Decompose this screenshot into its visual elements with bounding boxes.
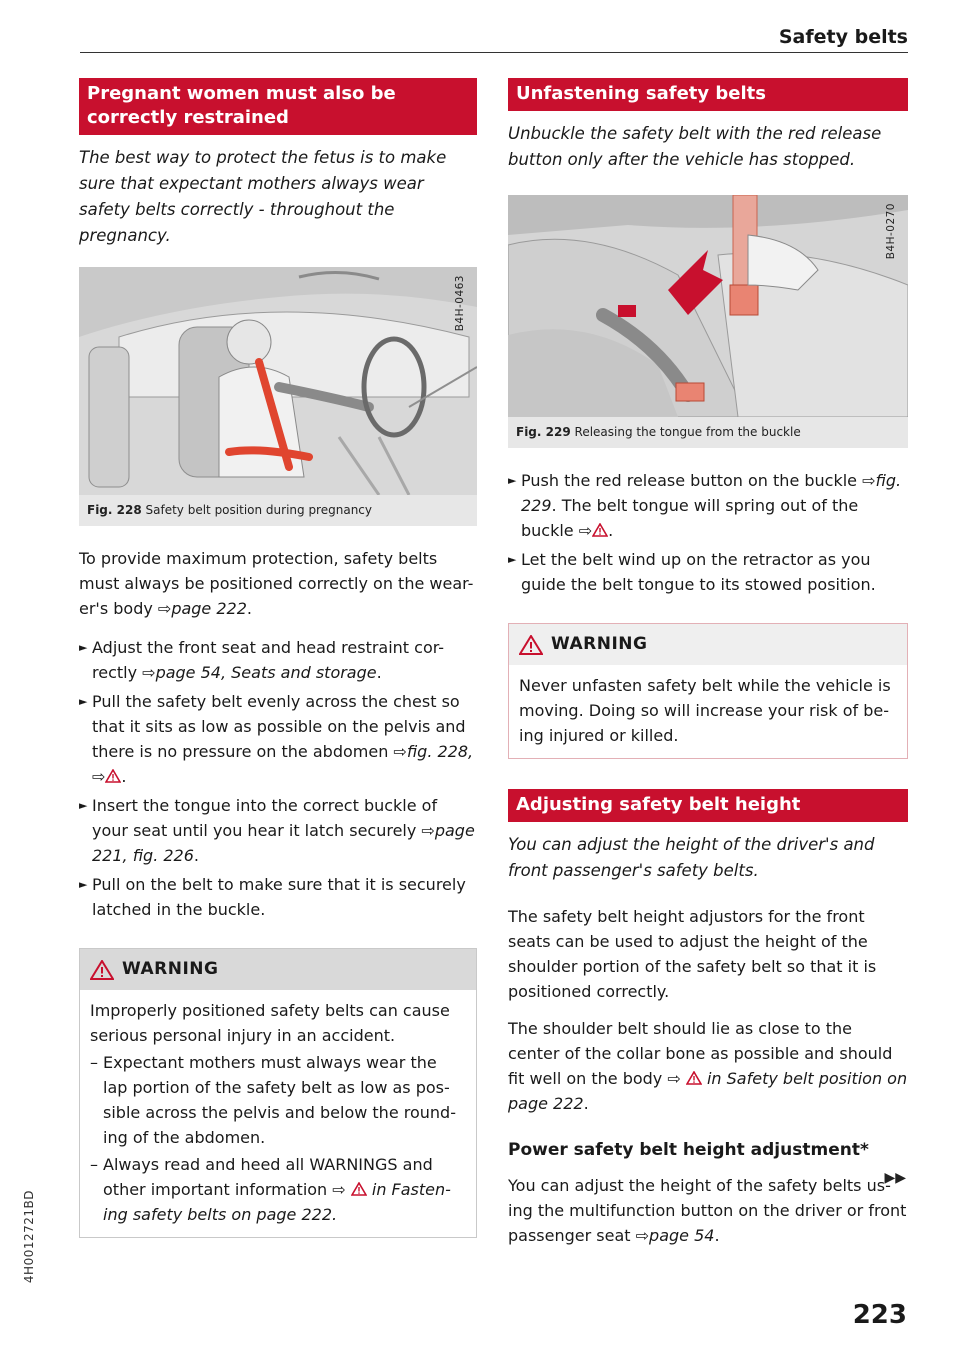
bullet-icon: ►	[79, 695, 88, 708]
right-arrow-icon: ⇨	[667, 1069, 681, 1088]
right-arrow-icon: ⇨	[578, 521, 593, 540]
right-column	[508, 78, 908, 1248]
warning-body	[509, 665, 907, 758]
dash-icon: –	[90, 1155, 98, 1174]
bullet-icon: ►	[79, 799, 88, 812]
page-number: 223	[852, 1300, 907, 1330]
list-item	[90, 1152, 466, 1227]
right-arrow-icon: ⇨	[142, 663, 156, 682]
warning-box-right	[508, 623, 908, 759]
warning-item-text: Expectant mothers must always wear the lap portion of the safety belt as low as pos-sible across the pelvis and below the round-ing of the abdomen.	[103, 1053, 456, 1147]
right-arrow-icon: ⇨	[862, 471, 876, 490]
dash-icon: –	[90, 1053, 98, 1072]
figure-229-label: Fig. 229	[516, 425, 571, 439]
warning-triangle-icon	[592, 523, 608, 537]
bullet-icon: ►	[79, 641, 88, 654]
warning-triangle-icon	[519, 635, 543, 655]
warning-triangle-icon	[686, 1071, 702, 1085]
list-item	[79, 872, 477, 922]
adjust-paragraph-3-ref[interactable]: page 54	[649, 1226, 715, 1245]
figure-229-caption-text: Releasing the tongue from the buckle	[574, 425, 801, 439]
list-item	[79, 635, 477, 685]
continue-arrow-icon: ▶▶	[884, 1170, 906, 1186]
warning-triangle-icon	[90, 960, 114, 980]
list-item	[508, 547, 908, 597]
bullet-icon: ►	[79, 878, 88, 891]
right-arrow-icon: ⇨	[157, 599, 172, 618]
list-item: ► Push the red release button on the buckle ⇨fig. 229. The belt tongue will spring out of the buckle ⇨ .	[508, 468, 908, 543]
bullet-tail: .	[376, 663, 382, 682]
header-rule	[80, 52, 908, 53]
left-intro-ref: page 222	[171, 599, 247, 618]
document-side-code: 4H0012721BD	[22, 1190, 36, 1284]
left-bullet-list	[79, 635, 477, 922]
page-header-title: Safety belts	[778, 26, 908, 48]
figure-229	[508, 195, 908, 448]
subhead-power-adjustment: Power safety belt height adjustment*	[508, 1140, 869, 1160]
warning-title: WARNING	[122, 959, 219, 979]
figure-228-label: Fig. 228	[87, 503, 142, 517]
figure-228-code: B4H-0463	[454, 275, 466, 332]
warning-box-left	[79, 948, 477, 1238]
section-lead-adjusting: You can adjust the height of the driver's and front passenger's safety belts.	[508, 835, 875, 880]
bullet-icon: ►	[508, 474, 517, 487]
warning-item-text: Always read and heed all WARNINGS and other important information	[103, 1155, 433, 1199]
warning-header	[80, 949, 476, 990]
list-item	[90, 1050, 466, 1150]
warning-text: Improperly positioned safety belts can cause serious personal injury in an accident.	[90, 1001, 450, 1045]
warning-header	[509, 624, 907, 665]
figure-229-caption	[508, 417, 908, 448]
bullet-text: Let the belt wind up on the retractor as you guide the belt tongue to its stowed position.	[521, 550, 876, 594]
bullet-icon: ►	[508, 553, 517, 566]
warning-text: Never unfasten safety belt while the vehicle is moving. Doing so will increase your risk of be-ing injured or killed.	[519, 676, 891, 745]
right-arrow-icon: ⇨	[635, 1226, 650, 1245]
left-intro-paragraph: To provide maximum protection, safety belts must always be positioned correctly on the wear-er's body ⇨page 222.	[79, 549, 474, 618]
adjust-paragraph-3: You can adjust the height of the safety belts us-ing the multifunction button on the driver or front passenger seat ⇨page 54.	[508, 1176, 907, 1245]
figure-228-caption-text: Safety belt position during pregnancy	[145, 503, 372, 517]
figure-228-image	[79, 267, 477, 495]
right-arrow-icon: ⇨	[393, 742, 407, 761]
left-intro-text: To provide maximum protection, safety belts must always be positioned correctly on the wear-er's body	[79, 549, 474, 618]
bullet-text: Push the red release button on the buckle	[521, 471, 858, 490]
bullet-ref-link[interactable]: fig. 228,	[406, 742, 474, 761]
adjust-paragraph-2-ref[interactable]: in Safety belt position on page 222	[508, 1069, 908, 1113]
bullet-text: Insert the tongue into the correct buckle of your seat until you hear it latch securely	[92, 796, 438, 840]
bullet-text: Adjust the front seat and head restraint cor-rectly	[92, 638, 445, 682]
section-title-adjusting: Adjusting safety belt height	[508, 789, 908, 822]
bullet-ref-link[interactable]: fig. 229	[521, 471, 902, 515]
bullet-tail: .	[193, 846, 200, 865]
figure-228	[79, 267, 477, 526]
bullet-text: Pull on the belt to make sure that it is securely latched in the buckle.	[92, 875, 466, 919]
adjust-paragraph-2-text: The shoulder belt should lie as close to the center of the collar bone as possible and should fit well on the body	[508, 1019, 893, 1088]
right-arrow-icon: ⇨	[421, 821, 435, 840]
warning-title: WARNING	[551, 634, 648, 654]
section-title-unfastening: Unfastening safety belts	[508, 78, 908, 111]
left-column	[79, 78, 477, 1238]
right-bullet-list	[508, 468, 908, 597]
figure-228-caption	[79, 495, 477, 526]
warning-body	[80, 990, 476, 1237]
bullet-text: Pull the safety belt evenly across the chest so that it sits as low as possible on the pelvis and there is no pressure on the abdomen	[92, 692, 466, 761]
warning-ref-link[interactable]: in Fasten-ing safety belts on page 222.	[103, 1180, 451, 1224]
pregnant-driver-illustration	[79, 267, 477, 495]
figure-229-image	[508, 195, 908, 417]
adjust-paragraph-1: The safety belt height adjustors for the front seats can be used to adjust the height of the shoulder portion of the safety belt so that it is positioned correctly.	[508, 907, 877, 1001]
list-item	[79, 793, 477, 868]
right-arrow-icon: ⇨	[92, 767, 106, 786]
section-lead-pregnant: The best way to protect the fetus is to make sure that expectant mothers always wear safety belts correctly - throughout the pregnancy.	[79, 148, 447, 245]
section-title-pregnant: Pregnant women must also be correctly restrained	[79, 78, 477, 135]
list-item	[79, 689, 477, 789]
adjust-paragraph-2: The shoulder belt should lie as close to the center of the collar bone as possible and should fit well on the body ⇨ in Safety belt position on page 222.	[508, 1019, 908, 1113]
warning-triangle-icon	[105, 769, 121, 783]
buckle-release-illustration	[508, 195, 908, 417]
figure-229-code: B4H-0270	[885, 203, 897, 260]
adjust-paragraph-3-text: You can adjust the height of the safety belts us-ing the multifunction button on the driver or front passenger seat	[508, 1176, 907, 1245]
bullet-tail: .	[121, 767, 127, 786]
bullet-ref-link[interactable]: page 221, fig. 226	[92, 821, 475, 865]
bullet-tail: . The belt tongue will spring out of the buckle	[521, 496, 859, 540]
warning-triangle-icon	[351, 1182, 367, 1196]
bullet-ref-link[interactable]: page 54, Seats and storage	[155, 663, 377, 682]
right-arrow-icon: ⇨	[332, 1180, 346, 1199]
section-lead-unfastening: Unbuckle the safety belt with the red release button only after the vehicle has stopped.	[508, 124, 882, 169]
